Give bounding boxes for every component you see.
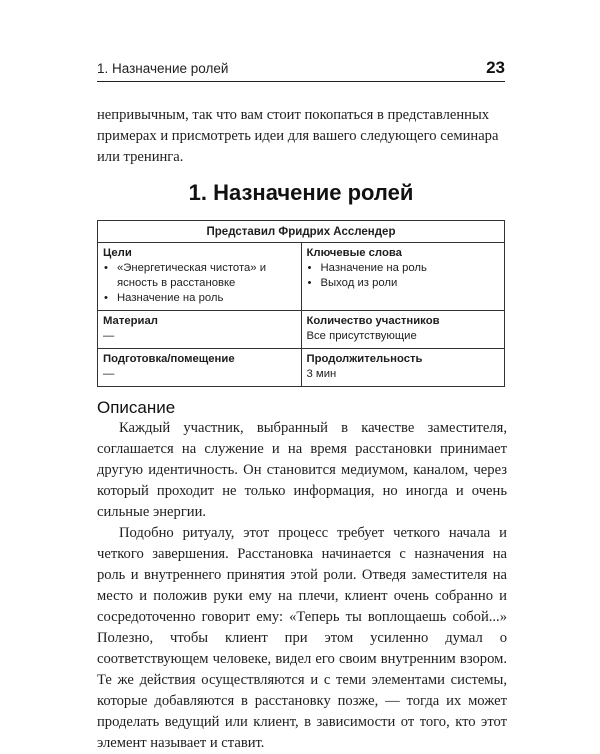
table-row xyxy=(98,243,505,311)
intro-paragraph: непривычным, так что вам стоит покопаться в представленных примерах и присмотреть идеи для вашего следующего семинара или тренинга. xyxy=(97,107,499,165)
preparation-value: — xyxy=(103,368,115,380)
material-label: Материал xyxy=(103,315,158,327)
participants-cell xyxy=(301,311,505,349)
paragraph: Подобно ритуалу, этот процесс требует четкого начала и четкого завершения. Расстановка начинается с назначения на роль и внутреннего принятия этой роли. Отведя заместителя на место и положив руки ему на плечи, клиент очень собранно и сосредоточенно говорит ему: «Теперь ты воплощаешь собой...» Полезно, чтобы клиент при этом усиленно думал о соответствующем человеке, видел его своим внутренним взором. Те же действия осуществляются и с теми элементами системы, которые добавляются в расстановку позже, — тогда их может проделать ведущий или клиент, в зависимости от того, кто этот элемент называет и ставит. xyxy=(97,525,507,751)
duration-value: 3 мин xyxy=(306,368,337,380)
section-heading: Описание xyxy=(97,398,176,417)
table-header-row xyxy=(98,221,505,243)
material-value: — xyxy=(103,330,115,342)
preparation-label: Подготовка/помещение xyxy=(103,353,235,365)
keywords-label: Ключевые слова xyxy=(306,247,402,259)
list-item: • Назначение на роль xyxy=(103,291,296,306)
page-number: 23 xyxy=(486,58,505,77)
chapter-title: 1. Назначение ролей xyxy=(188,180,414,205)
header-rule xyxy=(97,81,505,82)
participants-label: Количество участников xyxy=(306,315,440,327)
table-row xyxy=(98,311,505,349)
running-head xyxy=(97,58,505,78)
exercise-info-table xyxy=(97,220,505,387)
list-item: • Назначение на роль xyxy=(307,261,500,276)
material-cell xyxy=(98,311,302,349)
participants-value: Все присутствующие xyxy=(306,330,417,342)
table-row xyxy=(98,349,505,387)
list-item: • Выход из роли xyxy=(307,276,500,291)
goals-list xyxy=(103,261,296,306)
duration-label: Продолжительность xyxy=(306,353,423,365)
keywords-list xyxy=(307,261,500,291)
description-body xyxy=(97,418,507,754)
goals-cell xyxy=(98,243,302,311)
duration-cell xyxy=(301,349,505,387)
list-item: • «Энергетическая чистота» и ясность в расстановке xyxy=(103,261,296,291)
running-head-title: 1. Назначение ролей xyxy=(97,61,229,76)
keywords-cell xyxy=(301,243,505,311)
goals-label: Цели xyxy=(103,247,132,259)
preparation-cell xyxy=(98,349,302,387)
paragraph: Каждый участник, выбранный в качестве заместителя, соглашается на служение и на время расстановки принимает другую идентичность. Он становится медиумом, каналом, через который проходит не только информация, но иногда и очень сильные энергии. xyxy=(97,420,507,520)
presenter-cell: Представил Фридрих Асслендер xyxy=(98,221,505,243)
